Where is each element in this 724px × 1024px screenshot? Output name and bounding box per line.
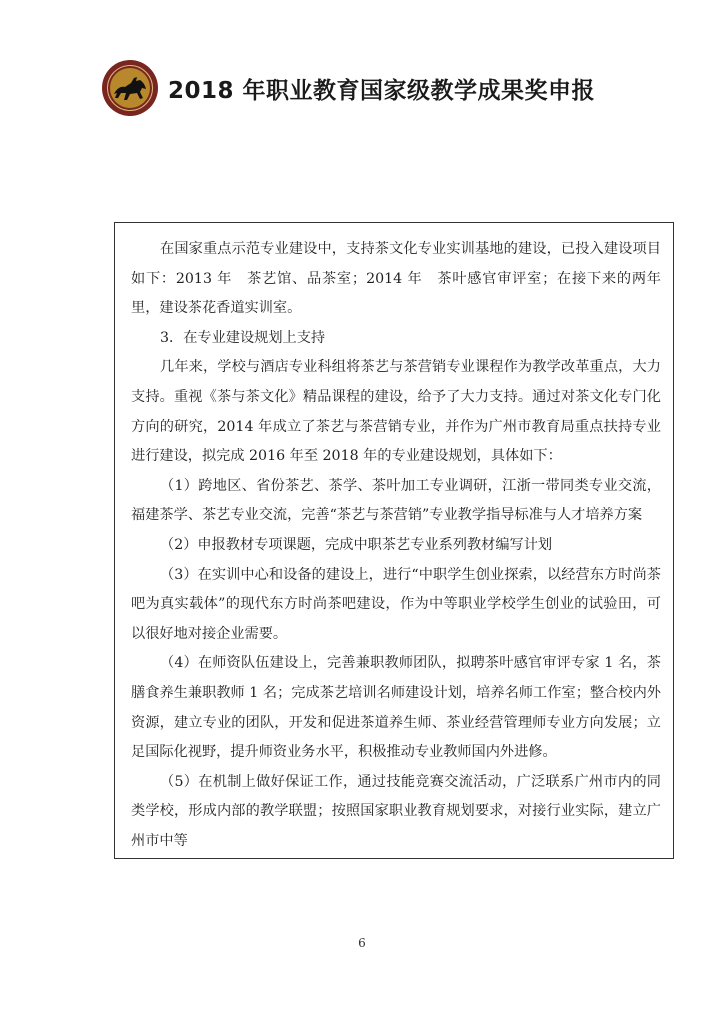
school-emblem-icon — [100, 58, 160, 118]
list-item-4: （4）在师资队伍建设上，完善兼职教师团队，拟聘茶叶感官审评专家 1 名，茶膳食养生兼职教师 1 名；完成茶艺培训名师建设计划，培养名师工作室；整合校内外资源，建立专业的团队，开发和促进茶道养生师、茶业经营管理师专业方向发展；立足国际化视野，提升师资业务水平，积极推动专业教师国内外进修。 — [131, 655, 661, 761]
list-item-5: （5）在机制上做好保证工作，通过技能竞赛交流活动，广泛联系广州市内的同类学校，形成内部的教学联盟；按照国家职业教育规划要求，对接行业实际，建立广州市中等 — [131, 773, 661, 849]
list-item-2: （2）申报教材专项课题，完成中职茶艺专业系列教材编写计划 — [160, 536, 553, 553]
content-frame — [114, 222, 674, 859]
page-number: 6 — [358, 936, 366, 950]
section-heading-3: 3．在专业建设规划上支持 — [160, 329, 326, 346]
paragraph-program-planning: 几年来，学校与酒店专业科组将茶艺与茶营销专业课程作为教学改革重点，大力支持。重视《茶与茶文化》精品课程的建设，给予了大力支持。通过对茶文化专门化方向的研究，2014 年成立了茶艺与茶营销专业，并作为广州市教育局重点扶持专业进行建设，拟完成 2016 年至 2018 年的专业建设规划，具体如下： — [131, 359, 661, 465]
page-title: 2018 年职业教育国家级教学成果奖申报 — [168, 78, 596, 104]
list-item-3: （3）在实训中心和设备的建设上，进行“中职学生创业探索，以经营东方时尚茶吧为真实载体”的现代东方时尚茶吧建设，作为中等职业学校学生创业的试验田，可以很好地对接企业需要。 — [131, 566, 661, 642]
list-item-1: （1）跨地区、省份茶艺、茶学、茶叶加工专业调研，江浙一带同类专业交流，福建茶学、茶艺专业交流，完善“茶艺与茶营销”专业教学指导标准与人才培养方案 — [131, 477, 661, 524]
document-header — [100, 58, 660, 122]
paragraph-base-construction: 在国家重点示范专业建设中，支持茶文化专业实训基地的建设，已投入建设项目如下：2013 年 茶艺馆、品茶室；2014 年 茶叶感官审评室；在接下来的两年里，建设茶花香道实训室。 — [131, 241, 661, 317]
